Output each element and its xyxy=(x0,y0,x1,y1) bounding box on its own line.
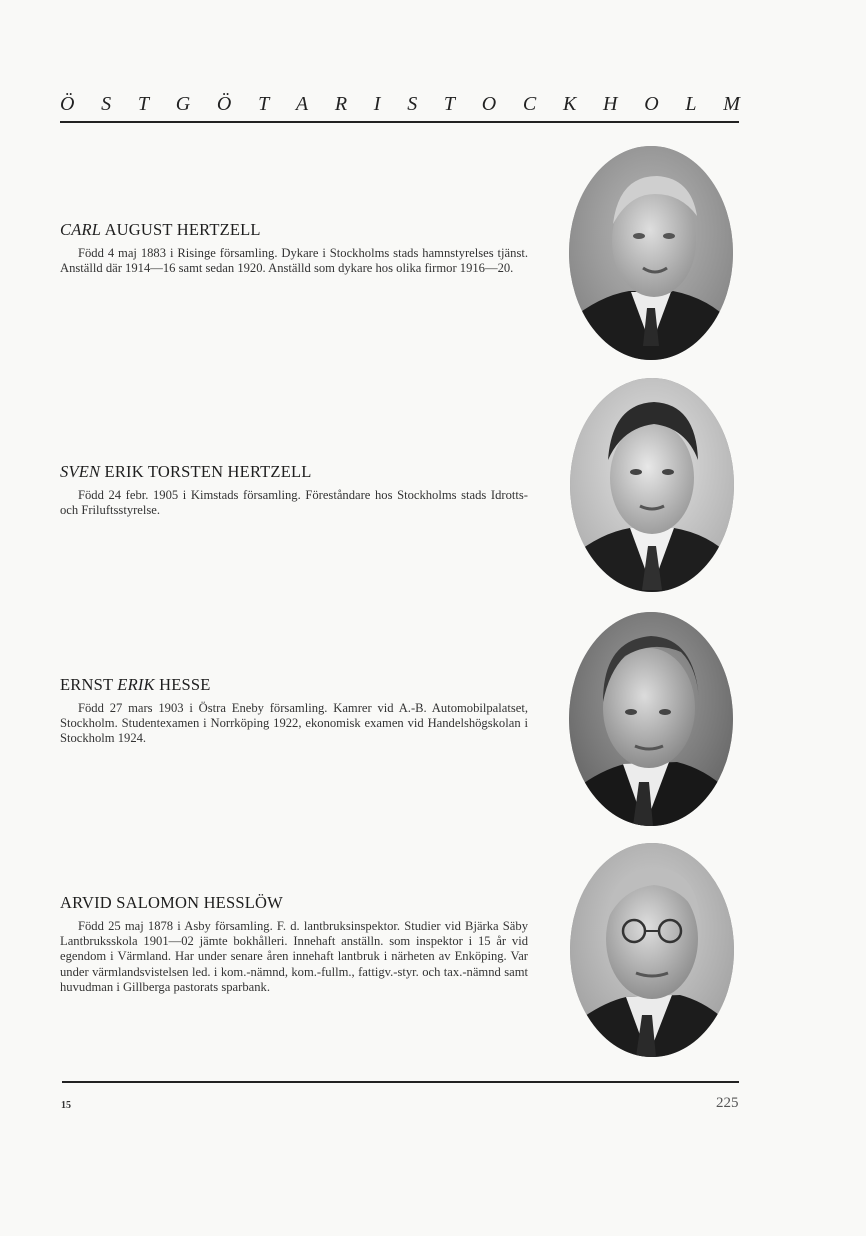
entry-text: Född 25 maj 1878 i Asby församling. F. d. lantbruksinspektor. Studier vid Bjärka Säby Lantbruksskola 1901—02 jämte bokhålleri. Innehaft anställn. som inspektor i 15 år vid egendom i Värmland. Har under senare åren innehaft lantbruk i närheten av Enköping. Var under värmlandsvistelsen led. i kom.-nämnd, kom.-fullm., fattigv.-styr. och tax.-nämnd samt huvudman i Gillberga pastorats sparbank. xyxy=(60,919,528,994)
portrait-photo xyxy=(569,146,733,360)
signature-mark: 15 xyxy=(61,1100,71,1111)
header-letter: T xyxy=(258,93,270,115)
page-number: 225 xyxy=(716,1095,739,1111)
portrait-carl-image xyxy=(569,146,733,360)
header-rule xyxy=(60,121,739,123)
header-letter: H xyxy=(603,93,618,115)
entry-name xyxy=(60,675,528,695)
given-name: CARL xyxy=(60,220,102,239)
biography-entry xyxy=(60,675,528,747)
portrait-ernst-image xyxy=(569,612,733,826)
header-letter: T xyxy=(443,93,456,115)
name-rest: ERIK TORSTEN HERTZELL xyxy=(104,462,312,481)
header-letter: G xyxy=(175,93,191,115)
biography-entry xyxy=(60,220,528,276)
footer-rule xyxy=(62,1081,739,1083)
header-letter: Ö xyxy=(216,93,232,115)
header-letter: A xyxy=(295,93,309,115)
entry-text: Född 27 mars 1903 i Östra Eneby församling. Kamrer vid A.-B. Automobilpalatset, Stockholm. Studentexamen i Norrköping 1922, ekonomisk examen vid Handelshögskolan i Stockholm 1924. xyxy=(60,701,528,746)
first-name: ERNST xyxy=(60,675,113,694)
header-letter: L xyxy=(685,93,697,115)
portrait-sven-image xyxy=(570,378,734,592)
header-letter: K xyxy=(562,93,577,115)
header-letter: Ö xyxy=(60,93,75,115)
header-letter: R xyxy=(334,93,348,115)
biography-entry xyxy=(60,893,528,995)
entry-name xyxy=(60,220,528,240)
running-header xyxy=(60,93,740,116)
name-rest: HESSE xyxy=(159,675,211,694)
entry-text: Född 24 febr. 1905 i Kimstads församling. Föreståndare hos Stockholms stads Idrotts- och Friluftsstyrelse. xyxy=(60,488,528,518)
name-rest: AUGUST HERTZELL xyxy=(104,220,261,239)
header-letter: S xyxy=(101,93,112,115)
header-letter: M xyxy=(723,93,740,115)
entry-name xyxy=(60,462,528,482)
entry-text: Född 4 maj 1883 i Risinge församling. Dykare i Stockholms stads hamnstyrelses tjänst. Anställd där 1914—16 samt sedan 1920. Anställd som dykare hos olika firmor 1916—20. xyxy=(60,246,528,276)
header-letter: T xyxy=(137,93,150,115)
portrait-arvid-image xyxy=(570,843,734,1057)
portrait-photo xyxy=(570,378,734,592)
header-letter: I xyxy=(373,93,381,115)
given-name: SVEN xyxy=(60,462,101,481)
portrait-photo xyxy=(570,843,734,1057)
portrait-photo xyxy=(569,612,733,826)
header-letter: O xyxy=(644,93,659,115)
biography-entry xyxy=(60,462,528,518)
header-letter: S xyxy=(407,93,418,115)
entry-name: ARVID SALOMON HESSLÖW xyxy=(60,893,283,912)
given-name: ERIK xyxy=(117,675,155,694)
header-letter: O xyxy=(481,93,497,115)
header-letter: C xyxy=(522,93,537,115)
